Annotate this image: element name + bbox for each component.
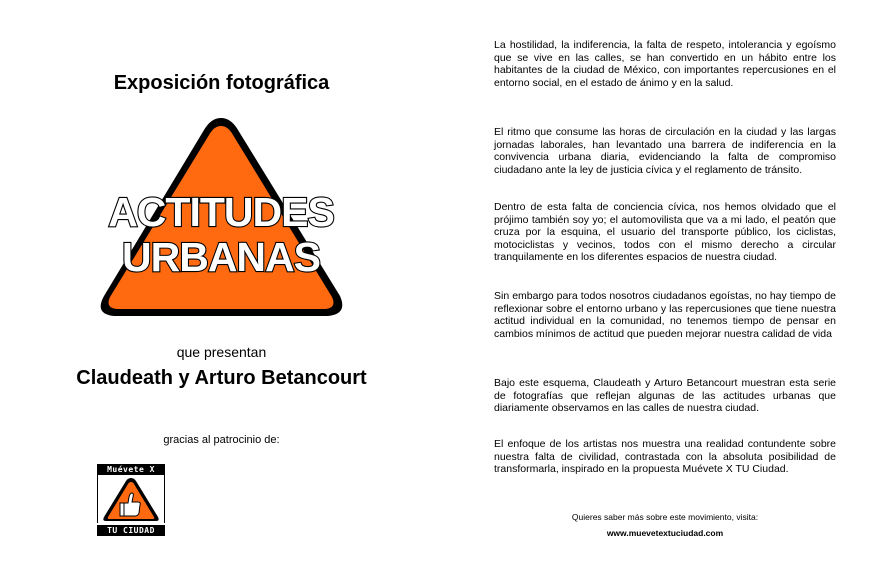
sponsor-top-text: Muévete X	[97, 464, 165, 475]
exhibition-title: Exposición fotográfica	[113, 72, 330, 94]
presented-by-label: que presentan	[176, 344, 267, 360]
paragraph-6: El enfoque de los artistas nos muestra una realidad contundente sobre nuestra falta de civilidad, contrastada con la absoluta posibilidad de transformarla, inspirado en la propuesta Muévete X TU Ciudad.	[494, 438, 836, 475]
paragraph-5: Bajo este esquema, Claudeath y Arturo Betancourt muestran esta serie de fotografías que reflejan algunas de las actitudes urbanas que diariamente observamos en las calles de nuestra ciudad.	[494, 377, 836, 414]
sponsor-icon-area	[97, 475, 165, 523]
paragraph-3: Dentro de esta falta de conciencia cívica, nos hemos olvidado que el prójimo también soy yo; el automovilista que va a mi lado, el peatón que cruza por la esquina, el usuario del transporte público, los ciclistas, motociclistas y vecinos, todos con el mismo derecho a circular tranquilamente en los diferentes espacios de nuestra ciudad.	[494, 201, 836, 263]
actitudes-urbanas-logo	[96, 112, 346, 322]
paragraph-2: El ritmo que consume las horas de circulación en la ciudad y las largas jornadas laborales, han levantado una barrera de indiferencia en la convivencia urbana diaria, evidenciando la falta de compromiso ciudadano ante la ley de justicia cívica y el reglamento de tránsito.	[494, 126, 836, 176]
logo-line-1: ACTITUDES	[108, 189, 334, 235]
sponsorship-label: gracias al patrocinio de:	[163, 434, 280, 446]
paragraph-1: La hostilidad, la indiferencia, la falta de respeto, intolerancia y egoísmo que se vive en las calles, se han convertido en un hábito entre los habitantes de la ciudad de México, con importantes repercusiones en el entorno social, en el estado de ánimo y en la salud.	[494, 39, 836, 89]
more-info-question: Quieres saber más sobre este movimiento, visita:	[571, 512, 759, 522]
artists-names: Claudeath y Arturo Betancourt	[76, 367, 367, 389]
logo-line-2: URBANAS	[122, 234, 320, 280]
warning-triangle-icon	[96, 112, 346, 322]
paragraph-4: Sin embargo para todos nosotros ciudadanos egoístas, no hay tiempo de reflexionar sobre el entorno urbano y las repercusiones que tiene nuestra actitud individual en la comunidad, no tenemos tiempo de pensar en cambios mínimos de actitud que pueden mejorar nuestra calidad de vida	[494, 290, 836, 340]
thumbs-up-icon	[98, 475, 164, 523]
sponsor-logo	[97, 464, 165, 536]
website-link[interactable]: www.muevetextuciudad.com	[606, 528, 724, 538]
sponsor-bottom-text: TU CIUDAD	[97, 525, 165, 536]
